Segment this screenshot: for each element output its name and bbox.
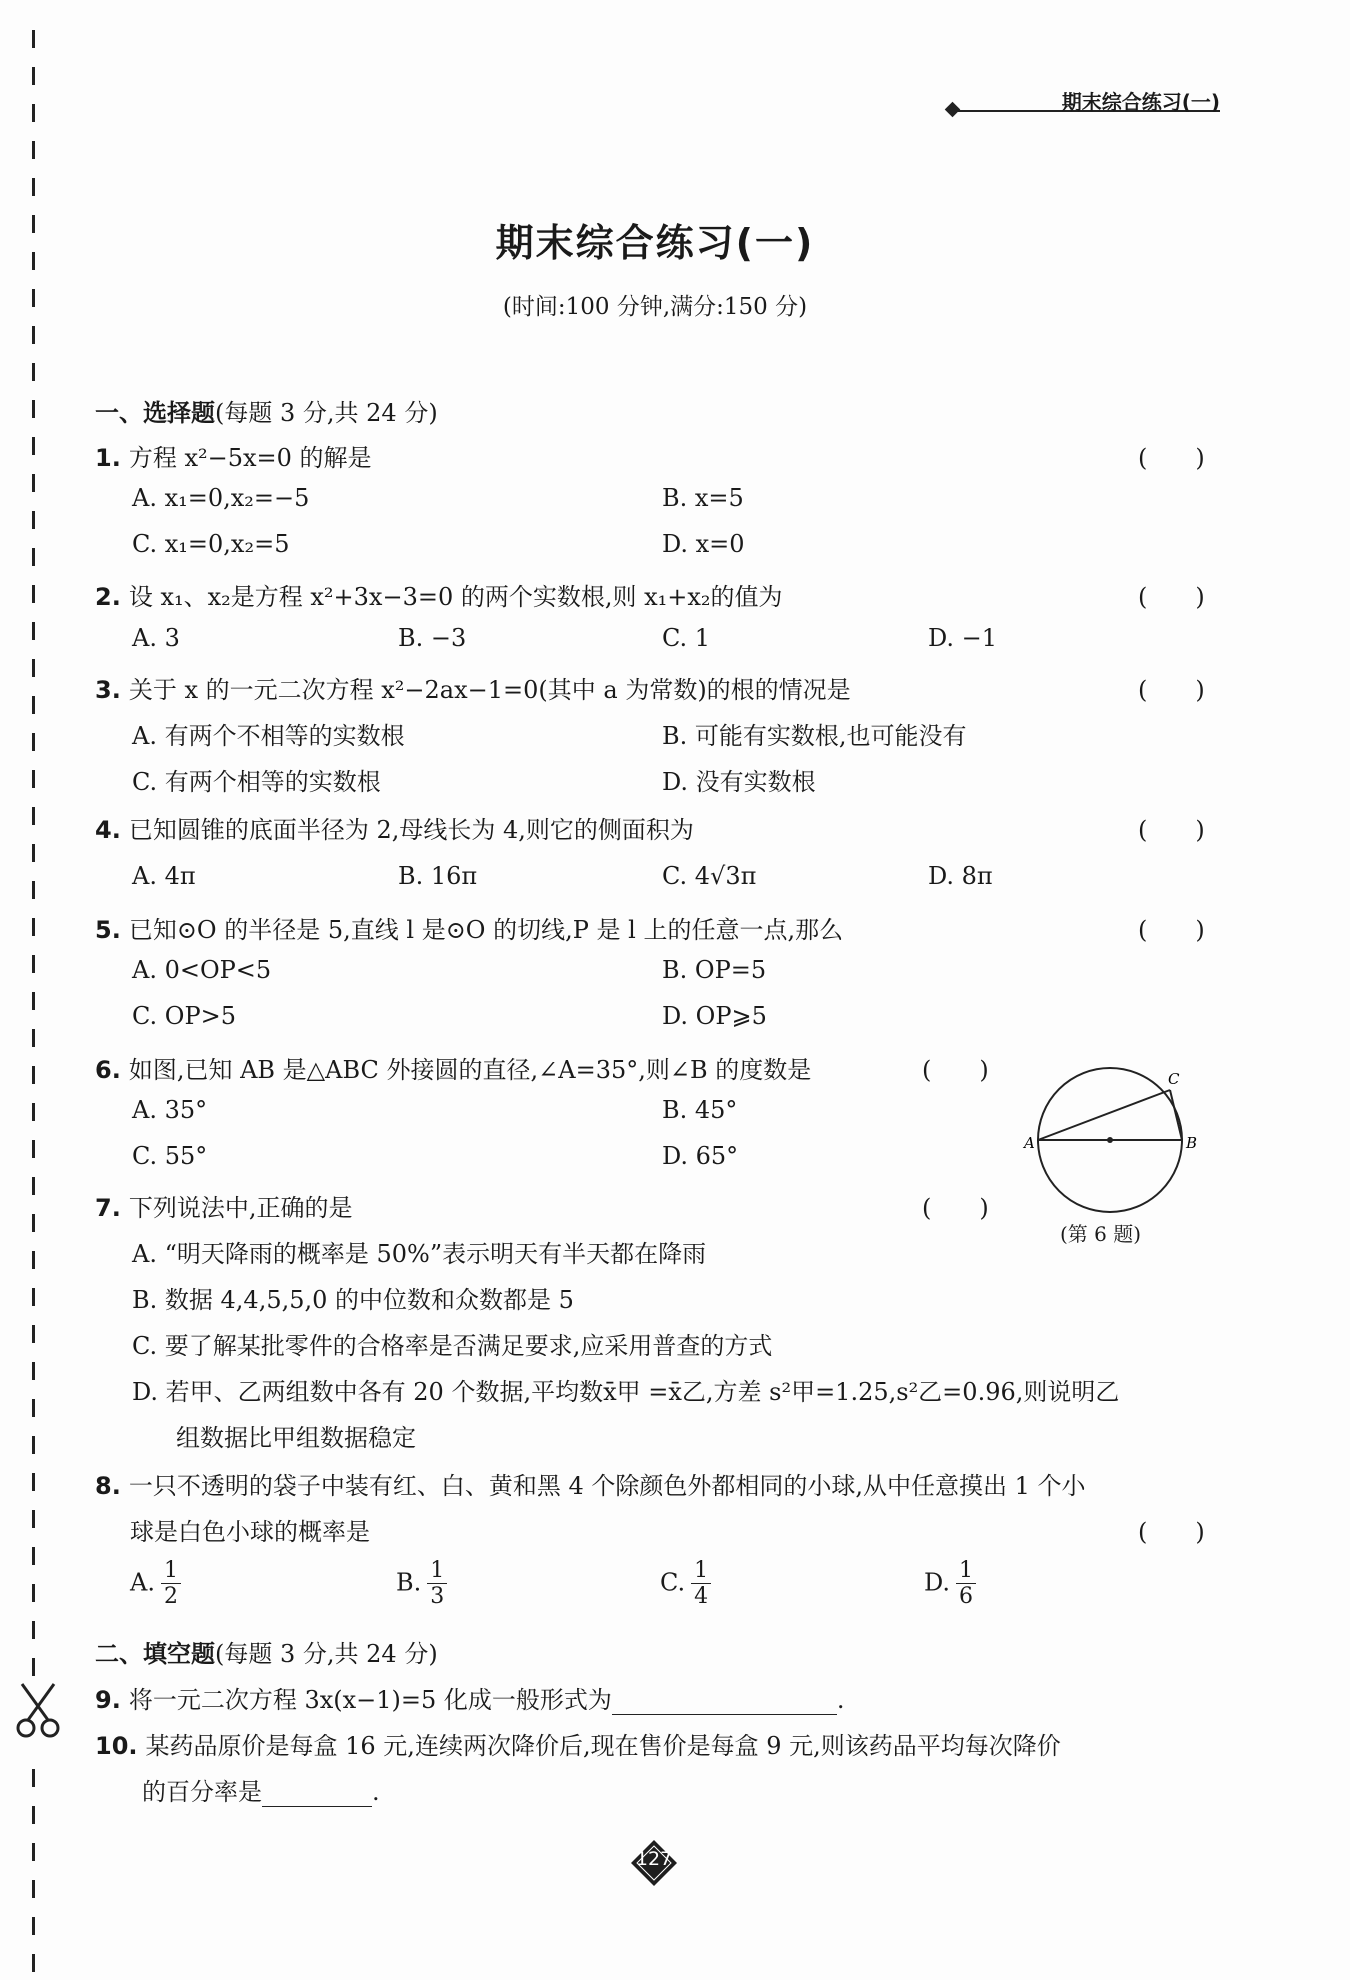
cut-dash <box>32 918 35 936</box>
cut-dash <box>32 437 35 455</box>
cut-dash <box>32 363 35 381</box>
q6-option-a: A. 35° <box>132 1096 208 1124</box>
cut-dash <box>32 548 35 566</box>
cut-dash <box>32 30 35 48</box>
cut-dash <box>32 1917 35 1935</box>
section-heading-fill: 二、填空题(每题 3 分,共 24 分) <box>95 1640 438 1668</box>
cut-dash <box>32 1399 35 1417</box>
q4-option-c: C. 4√3π <box>662 862 757 890</box>
q6-option-c: C. 55° <box>132 1142 208 1170</box>
q8-option-a: A. $\frac{1}{2}$ <box>130 1558 181 1610</box>
cut-dash <box>32 1880 35 1898</box>
cut-dash <box>32 1769 35 1787</box>
cut-dash <box>32 659 35 677</box>
q2-option-a: A. 3 <box>132 624 180 652</box>
running-head: 期末综合练习(一) <box>1061 90 1220 114</box>
cut-dash <box>32 696 35 714</box>
cut-dash <box>32 1843 35 1861</box>
q5-option-c: C. OP>5 <box>132 1002 236 1030</box>
answer-blank-9[interactable] <box>612 1686 837 1715</box>
q4-option-d: D. 8π <box>928 862 993 890</box>
answer-paren-6: ( ) <box>922 1056 989 1084</box>
cut-dash <box>32 1954 35 1972</box>
cut-dash <box>32 1325 35 1343</box>
cut-dash <box>32 141 35 159</box>
question-7: 7. 下列说法中,正确的是 <box>95 1194 353 1222</box>
answer-paren-5: ( ) <box>1138 916 1205 944</box>
cut-dash <box>32 1473 35 1491</box>
cut-dash <box>32 1510 35 1528</box>
question-8: 8. 一只不透明的袋子中装有红、白、黄和黑 4 个除颜色外都相同的小球,从中任意摸出 1 个小 <box>95 1472 1086 1500</box>
q5-option-d: D. OP⩾5 <box>662 1002 767 1030</box>
label-c: C <box>1168 1070 1180 1088</box>
cut-dash <box>32 474 35 492</box>
q2-option-b: B. −3 <box>398 624 467 652</box>
q7-option-d-cont: 组数据比甲组数据稳定 <box>176 1424 416 1452</box>
cut-dash <box>32 881 35 899</box>
center-point <box>1107 1137 1113 1143</box>
q5-option-a: A. 0<OP<5 <box>132 956 272 984</box>
answer-blank-10[interactable] <box>262 1778 372 1807</box>
cut-dash <box>32 1140 35 1158</box>
q5-option-b: B. OP=5 <box>662 956 767 984</box>
label-a: A <box>1024 1134 1035 1152</box>
q7-option-d: D. 若甲、乙两组数中各有 20 个数据,平均数x̄甲 =x̄乙,方差 s²甲=1.25,s²乙=0.96,则说明乙 <box>132 1378 1120 1406</box>
q4-option-a: A. 4π <box>132 862 196 890</box>
cut-dash <box>32 1251 35 1269</box>
question-2: 2. 设 x₁、x₂是方程 x²+3x−3=0 的两个实数根,则 x₁+x₂的值为 <box>95 583 783 611</box>
cut-dash <box>32 1214 35 1232</box>
question-1: 1. 方程 x²−5x=0 的解是 <box>95 444 372 472</box>
answer-paren-7: ( ) <box>922 1194 989 1222</box>
exam-info: (时间:100 分钟,满分:150 分) <box>502 294 808 320</box>
cut-dash <box>32 400 35 418</box>
q6-option-b: B. 45° <box>662 1096 738 1124</box>
q3-option-a: A. 有两个不相等的实数根 <box>132 722 405 750</box>
q7-option-b: B. 数据 4,4,5,5,0 的中位数和众数都是 5 <box>132 1286 574 1314</box>
q7-option-c: C. 要了解某批零件的合格率是否满足要求,应采用普查的方式 <box>132 1332 773 1360</box>
scissors-icon <box>14 1680 62 1740</box>
chord-bc <box>1170 1090 1182 1140</box>
label-b: B <box>1186 1134 1198 1152</box>
cut-dash <box>32 1806 35 1824</box>
question-5: 5. 已知⊙O 的半径是 5,直线 l 是⊙O 的切线,P 是 l 上的任意一点,那么 <box>95 916 844 944</box>
cut-dash <box>32 807 35 825</box>
cut-dash <box>32 1436 35 1454</box>
q1-option-b: B. x=5 <box>662 484 744 512</box>
cut-dash <box>32 733 35 751</box>
q3-option-c: C. 有两个相等的实数根 <box>132 768 381 796</box>
question-3: 3. 关于 x 的一元二次方程 x²−2ax−1=0(其中 a 为常数)的根的情况是 <box>95 676 851 704</box>
question-8-cont: 球是白色小球的概率是 <box>130 1518 370 1546</box>
page-number: 127 <box>635 1848 673 1870</box>
cut-dash <box>32 511 35 529</box>
cut-dash <box>32 1621 35 1639</box>
answer-paren-3: ( ) <box>1138 676 1205 704</box>
question-4: 4. 已知圆锥的底面半径为 2,母线长为 4,则它的侧面积为 <box>95 816 694 844</box>
q2-option-d: D. −1 <box>928 624 998 652</box>
cut-dash <box>32 992 35 1010</box>
cut-dash <box>32 1547 35 1565</box>
cut-dash <box>32 104 35 122</box>
figure-caption: (第 6 题) <box>1060 1222 1142 1246</box>
q7-option-a: A. “明天降雨的概率是 50%”表示明天有半天都在降雨 <box>132 1240 707 1268</box>
cut-dash <box>32 955 35 973</box>
q3-option-b: B. 可能有实数根,也可能没有 <box>662 722 967 750</box>
cut-dash <box>32 1103 35 1121</box>
cut-dash <box>32 622 35 640</box>
cut-dash <box>32 326 35 344</box>
q8-option-c: C. $\frac{1}{4}$ <box>660 1558 711 1610</box>
question-10: 10. 某药品原价是每盒 16 元,连续两次降价后,现在售价是每盒 9 元,则该药品平均每次降价 <box>95 1732 1061 1760</box>
cut-dash <box>32 1066 35 1084</box>
q8-option-d: D. $\frac{1}{6}$ <box>924 1558 976 1610</box>
cut-dash <box>32 770 35 788</box>
answer-paren-8: ( ) <box>1138 1518 1205 1546</box>
q8-option-b: B. $\frac{1}{3}$ <box>396 1558 447 1610</box>
cut-dash <box>32 67 35 85</box>
page-title: 期末综合练习(一) <box>495 221 815 265</box>
q4-option-b: B. 16π <box>398 862 478 890</box>
cut-dash <box>32 1658 35 1676</box>
cut-dash <box>32 1362 35 1380</box>
section-heading-choice: 一、选择题(每题 3 分,共 24 分) <box>95 399 438 427</box>
q1-option-d: D. x=0 <box>662 530 745 558</box>
cut-dash <box>32 585 35 603</box>
question-10-cont: 的百分率是 . <box>142 1778 380 1806</box>
cut-dash <box>32 1029 35 1047</box>
q2-option-c: C. 1 <box>662 624 711 652</box>
answer-paren-1: ( ) <box>1138 444 1205 472</box>
answer-paren-4: ( ) <box>1138 816 1205 844</box>
q1-option-a: A. x₁=0,x₂=−5 <box>132 484 310 512</box>
question-9: 9. 将一元二次方程 3x(x−1)=5 化成一般形式为 . <box>95 1686 845 1714</box>
answer-paren-2: ( ) <box>1138 583 1205 611</box>
cut-dash <box>32 1288 35 1306</box>
q3-option-d: D. 没有实数根 <box>662 768 816 796</box>
question-6: 6. 如图,已知 AB 是△ABC 外接圆的直径,∠A=35°,则∠B 的度数是 <box>95 1056 812 1084</box>
q6-option-d: D. 65° <box>662 1142 739 1170</box>
cut-dash <box>32 1177 35 1195</box>
chord-ac <box>1038 1090 1170 1140</box>
cut-dash <box>32 178 35 196</box>
cut-dash <box>32 844 35 862</box>
q1-option-c: C. x₁=0,x₂=5 <box>132 530 290 558</box>
cut-dash <box>32 1584 35 1602</box>
